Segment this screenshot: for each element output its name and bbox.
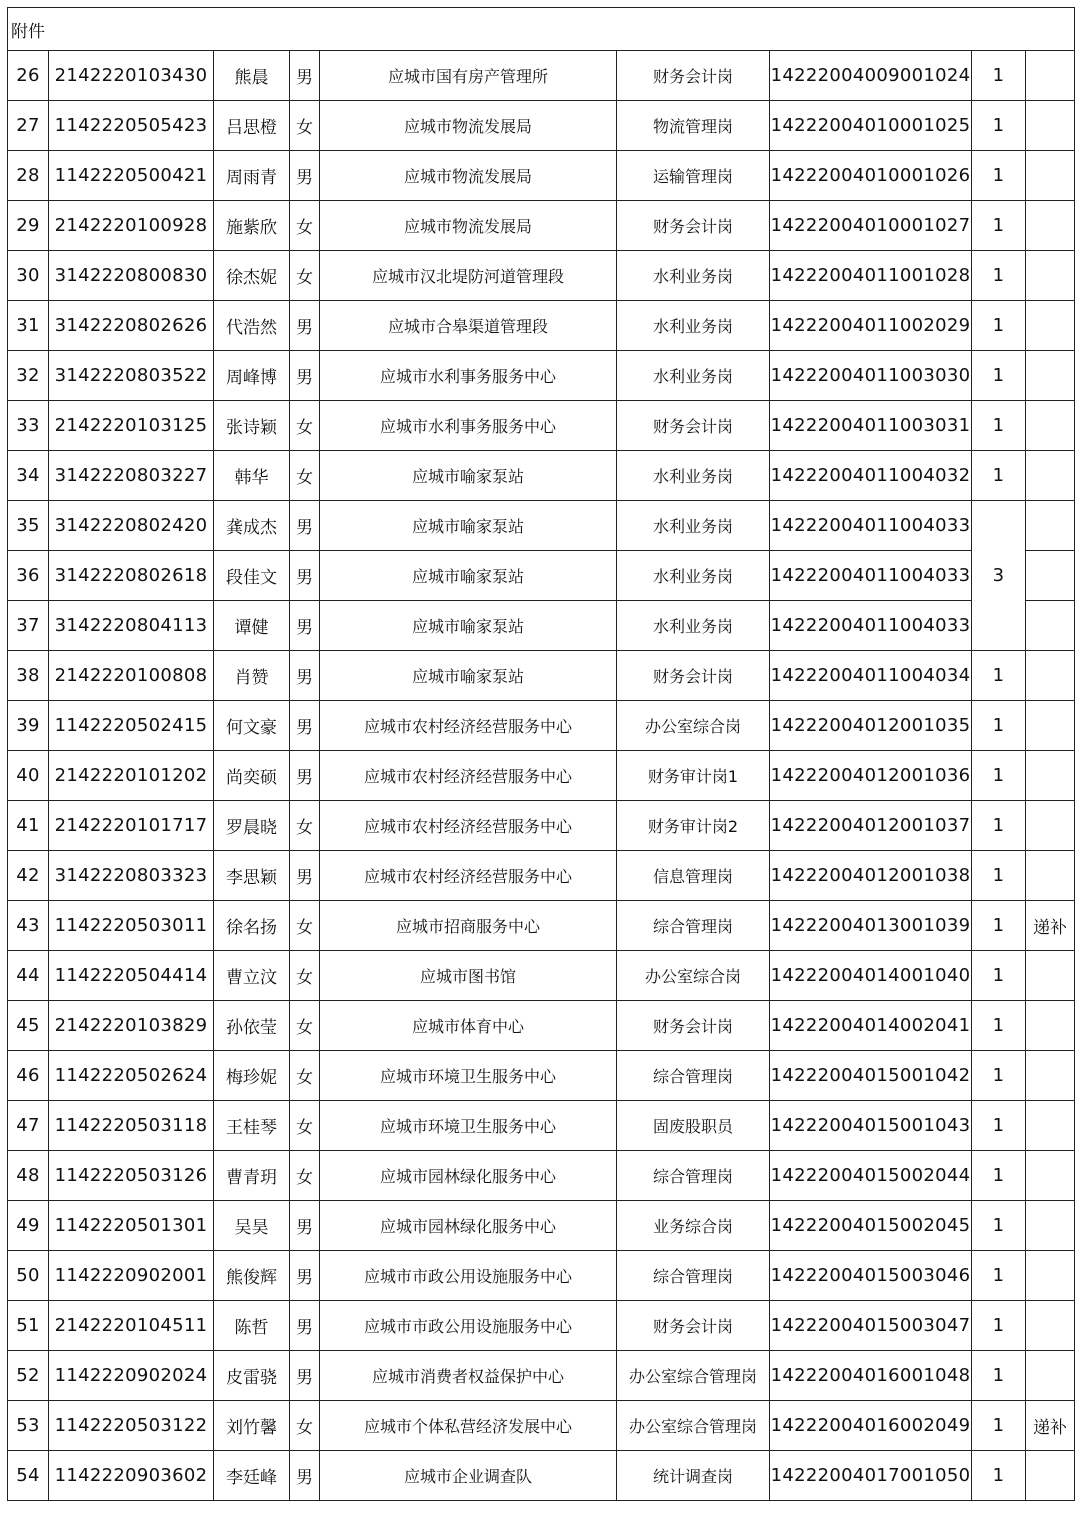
note-cell bbox=[1026, 701, 1075, 751]
quota-cell: 1 bbox=[972, 451, 1026, 501]
hiring-unit-cell: 应城市消费者权益保护中心 bbox=[320, 1351, 617, 1401]
quota-cell: 1 bbox=[972, 201, 1026, 251]
row-number-cell: 52 bbox=[8, 1351, 49, 1401]
hiring-unit-cell: 应城市喻家泵站 bbox=[320, 551, 617, 601]
hiring-unit-cell: 应城市合皋渠道管理段 bbox=[320, 301, 617, 351]
candidate-name-cell: 李廷峰 bbox=[214, 1451, 290, 1501]
exam-id-cell: 1142220503011 bbox=[49, 901, 214, 951]
candidate-name-cell: 李思颖 bbox=[214, 851, 290, 901]
table-row bbox=[8, 1351, 1075, 1401]
candidate-name-cell: 尚奕硕 bbox=[214, 751, 290, 801]
row-number-cell: 53 bbox=[8, 1401, 49, 1451]
note-cell bbox=[1026, 1151, 1075, 1201]
position-code-cell: 14222004016002049 bbox=[770, 1401, 972, 1451]
row-number-cell: 42 bbox=[8, 851, 49, 901]
position-code-cell: 14222004010001026 bbox=[770, 151, 972, 201]
position-name-cell: 综合管理岗 bbox=[617, 901, 770, 951]
position-code-cell: 14222004011004032 bbox=[770, 451, 972, 501]
results-table bbox=[7, 7, 1075, 1501]
candidate-name-cell: 张诗颖 bbox=[214, 401, 290, 451]
note-cell bbox=[1026, 751, 1075, 801]
exam-id-cell: 3142220804113 bbox=[49, 601, 214, 651]
table-row bbox=[8, 101, 1075, 151]
hiring-unit-cell: 应城市农村经济经营服务中心 bbox=[320, 801, 617, 851]
exam-id-cell: 3142220802420 bbox=[49, 501, 214, 551]
note-cell bbox=[1026, 1301, 1075, 1351]
hiring-unit-cell: 应城市农村经济经营服务中心 bbox=[320, 701, 617, 751]
position-name-cell: 财务审计岗1 bbox=[617, 751, 770, 801]
table-row bbox=[8, 1001, 1075, 1051]
exam-id-cell: 1142220503126 bbox=[49, 1151, 214, 1201]
gender-cell: 女 bbox=[290, 901, 320, 951]
note-cell: 递补 bbox=[1026, 901, 1075, 951]
hiring-unit-cell: 应城市喻家泵站 bbox=[320, 601, 617, 651]
exam-id-cell: 1142220503122 bbox=[49, 1401, 214, 1451]
position-name-cell: 水利业务岗 bbox=[617, 601, 770, 651]
position-code-cell: 14222004015001042 bbox=[770, 1051, 972, 1101]
quota-cell: 1 bbox=[972, 751, 1026, 801]
position-name-cell: 水利业务岗 bbox=[617, 551, 770, 601]
quota-cell: 3 bbox=[972, 501, 1026, 651]
exam-id-cell: 3142220803522 bbox=[49, 351, 214, 401]
position-name-cell: 办公室综合管理岗 bbox=[617, 1401, 770, 1451]
position-code-cell: 14222004011004034 bbox=[770, 651, 972, 701]
gender-cell: 女 bbox=[290, 1101, 320, 1151]
quota-cell: 1 bbox=[972, 801, 1026, 851]
quota-cell: 1 bbox=[972, 1101, 1026, 1151]
note-cell bbox=[1026, 201, 1075, 251]
hiring-unit-cell: 应城市物流发展局 bbox=[320, 201, 617, 251]
quota-cell: 1 bbox=[972, 901, 1026, 951]
row-number-cell: 48 bbox=[8, 1151, 49, 1201]
note-cell bbox=[1026, 351, 1075, 401]
gender-cell: 男 bbox=[290, 701, 320, 751]
gender-cell: 男 bbox=[290, 351, 320, 401]
table-row bbox=[8, 1401, 1075, 1451]
gender-cell: 男 bbox=[290, 301, 320, 351]
position-name-cell: 综合管理岗 bbox=[617, 1251, 770, 1301]
table-row bbox=[8, 1151, 1075, 1201]
note-cell bbox=[1026, 251, 1075, 301]
quota-cell: 1 bbox=[972, 301, 1026, 351]
quota-cell: 1 bbox=[972, 1251, 1026, 1301]
note-cell bbox=[1026, 451, 1075, 501]
position-code-cell: 14222004010001027 bbox=[770, 201, 972, 251]
quota-cell: 1 bbox=[972, 51, 1026, 101]
quota-cell: 1 bbox=[972, 101, 1026, 151]
quota-cell: 1 bbox=[972, 1301, 1026, 1351]
candidate-name-cell: 龚成杰 bbox=[214, 501, 290, 551]
table-row bbox=[8, 251, 1075, 301]
table-row bbox=[8, 851, 1075, 901]
row-number-cell: 28 bbox=[8, 151, 49, 201]
gender-cell: 女 bbox=[290, 451, 320, 501]
candidate-name-cell: 周峰博 bbox=[214, 351, 290, 401]
gender-cell: 男 bbox=[290, 1351, 320, 1401]
exam-id-cell: 2142220101202 bbox=[49, 751, 214, 801]
hiring-unit-cell: 应城市企业调查队 bbox=[320, 1451, 617, 1501]
table-row bbox=[8, 551, 1075, 601]
gender-cell: 男 bbox=[290, 1251, 320, 1301]
note-cell bbox=[1026, 1051, 1075, 1101]
candidate-name-cell: 何文豪 bbox=[214, 701, 290, 751]
quota-cell: 1 bbox=[972, 1051, 1026, 1101]
position-name-cell: 财务会计岗 bbox=[617, 1001, 770, 1051]
gender-cell: 女 bbox=[290, 1401, 320, 1451]
gender-cell: 女 bbox=[290, 101, 320, 151]
table-row bbox=[8, 401, 1075, 451]
note-cell bbox=[1026, 651, 1075, 701]
hiring-unit-cell: 应城市汉北堤防河道管理段 bbox=[320, 251, 617, 301]
quota-cell: 1 bbox=[972, 1001, 1026, 1051]
candidate-name-cell: 周雨青 bbox=[214, 151, 290, 201]
position-name-cell: 运输管理岗 bbox=[617, 151, 770, 201]
note-cell bbox=[1026, 601, 1075, 651]
table-row bbox=[8, 901, 1075, 951]
position-code-cell: 14222004017001050 bbox=[770, 1451, 972, 1501]
exam-id-cell: 1142220504414 bbox=[49, 951, 214, 1001]
table-row bbox=[8, 951, 1075, 1001]
position-code-cell: 14222004011003031 bbox=[770, 401, 972, 451]
hiring-unit-cell: 应城市物流发展局 bbox=[320, 151, 617, 201]
candidate-name-cell: 陈哲 bbox=[214, 1301, 290, 1351]
gender-cell: 男 bbox=[290, 151, 320, 201]
position-name-cell: 办公室综合管理岗 bbox=[617, 1351, 770, 1401]
candidate-name-cell: 罗晨晓 bbox=[214, 801, 290, 851]
hiring-unit-cell: 应城市国有房产管理所 bbox=[320, 51, 617, 101]
gender-cell: 男 bbox=[290, 601, 320, 651]
hiring-unit-cell: 应城市喻家泵站 bbox=[320, 451, 617, 501]
table-row bbox=[8, 1101, 1075, 1151]
hiring-unit-cell: 应城市图书馆 bbox=[320, 951, 617, 1001]
hiring-unit-cell: 应城市水利事务服务中心 bbox=[320, 351, 617, 401]
exam-id-cell: 3142220803227 bbox=[49, 451, 214, 501]
table-row bbox=[8, 51, 1075, 101]
row-number-cell: 36 bbox=[8, 551, 49, 601]
quota-cell: 1 bbox=[972, 351, 1026, 401]
hiring-unit-cell: 应城市水利事务服务中心 bbox=[320, 401, 617, 451]
attachment-label: 附件 bbox=[8, 8, 1075, 51]
row-number-cell: 34 bbox=[8, 451, 49, 501]
position-code-cell: 14222004011004033 bbox=[770, 601, 972, 651]
candidate-name-cell: 徐杰妮 bbox=[214, 251, 290, 301]
exam-id-cell: 3142220802626 bbox=[49, 301, 214, 351]
quota-cell: 1 bbox=[972, 1151, 1026, 1201]
position-name-cell: 综合管理岗 bbox=[617, 1051, 770, 1101]
candidate-name-cell: 肖赞 bbox=[214, 651, 290, 701]
gender-cell: 女 bbox=[290, 1051, 320, 1101]
exam-id-cell: 2142220101717 bbox=[49, 801, 214, 851]
note-cell: 递补 bbox=[1026, 1401, 1075, 1451]
position-code-cell: 14222004011001028 bbox=[770, 251, 972, 301]
candidate-name-cell: 熊晨 bbox=[214, 51, 290, 101]
table-row bbox=[8, 301, 1075, 351]
position-name-cell: 水利业务岗 bbox=[617, 251, 770, 301]
exam-id-cell: 3142220802618 bbox=[49, 551, 214, 601]
candidate-name-cell: 皮雷骁 bbox=[214, 1351, 290, 1401]
row-number-cell: 26 bbox=[8, 51, 49, 101]
note-cell bbox=[1026, 501, 1075, 551]
note-cell bbox=[1026, 1351, 1075, 1401]
position-code-cell: 14222004015002045 bbox=[770, 1201, 972, 1251]
exam-id-cell: 1142220503118 bbox=[49, 1101, 214, 1151]
gender-cell: 男 bbox=[290, 51, 320, 101]
hiring-unit-cell: 应城市农村经济经营服务中心 bbox=[320, 751, 617, 801]
row-number-cell: 30 bbox=[8, 251, 49, 301]
quota-cell: 1 bbox=[972, 1451, 1026, 1501]
table-row bbox=[8, 1201, 1075, 1251]
hiring-unit-cell: 应城市园林绿化服务中心 bbox=[320, 1201, 617, 1251]
table-row bbox=[8, 501, 1075, 551]
gender-cell: 女 bbox=[290, 951, 320, 1001]
position-name-cell: 财务会计岗 bbox=[617, 1301, 770, 1351]
exam-id-cell: 1142220903602 bbox=[49, 1451, 214, 1501]
gender-cell: 男 bbox=[290, 751, 320, 801]
candidate-name-cell: 吕思橙 bbox=[214, 101, 290, 151]
position-name-cell: 统计调查岗 bbox=[617, 1451, 770, 1501]
candidate-name-cell: 谭健 bbox=[214, 601, 290, 651]
exam-id-cell: 1142220502624 bbox=[49, 1051, 214, 1101]
candidate-name-cell: 熊俊辉 bbox=[214, 1251, 290, 1301]
table-row bbox=[8, 451, 1075, 501]
position-code-cell: 14222004015001043 bbox=[770, 1101, 972, 1151]
position-code-cell: 14222004011004033 bbox=[770, 501, 972, 551]
quota-cell: 1 bbox=[972, 1351, 1026, 1401]
candidate-name-cell: 曹青玥 bbox=[214, 1151, 290, 1201]
candidate-name-cell: 刘竹馨 bbox=[214, 1401, 290, 1451]
position-name-cell: 财务会计岗 bbox=[617, 651, 770, 701]
hiring-unit-cell: 应城市喻家泵站 bbox=[320, 651, 617, 701]
row-number-cell: 32 bbox=[8, 351, 49, 401]
position-code-cell: 14222004012001037 bbox=[770, 801, 972, 851]
table-row bbox=[8, 1251, 1075, 1301]
table-row bbox=[8, 651, 1075, 701]
gender-cell: 女 bbox=[290, 251, 320, 301]
gender-cell: 女 bbox=[290, 401, 320, 451]
position-name-cell: 水利业务岗 bbox=[617, 451, 770, 501]
gender-cell: 男 bbox=[290, 851, 320, 901]
position-code-cell: 14222004011003030 bbox=[770, 351, 972, 401]
row-number-cell: 49 bbox=[8, 1201, 49, 1251]
exam-id-cell: 2142220103829 bbox=[49, 1001, 214, 1051]
position-name-cell: 水利业务岗 bbox=[617, 301, 770, 351]
position-code-cell: 14222004012001038 bbox=[770, 851, 972, 901]
row-number-cell: 38 bbox=[8, 651, 49, 701]
position-code-cell: 14222004014002041 bbox=[770, 1001, 972, 1051]
hiring-unit-cell: 应城市环境卫生服务中心 bbox=[320, 1101, 617, 1151]
quota-cell: 1 bbox=[972, 951, 1026, 1001]
position-name-cell: 综合管理岗 bbox=[617, 1151, 770, 1201]
position-code-cell: 14222004010001025 bbox=[770, 101, 972, 151]
position-name-cell: 财务会计岗 bbox=[617, 201, 770, 251]
note-cell bbox=[1026, 51, 1075, 101]
row-number-cell: 54 bbox=[8, 1451, 49, 1501]
candidate-name-cell: 段佳文 bbox=[214, 551, 290, 601]
position-name-cell: 水利业务岗 bbox=[617, 351, 770, 401]
quota-cell: 1 bbox=[972, 701, 1026, 751]
exam-id-cell: 1142220505423 bbox=[49, 101, 214, 151]
exam-id-cell: 1142220902001 bbox=[49, 1251, 214, 1301]
position-code-cell: 14222004011002029 bbox=[770, 301, 972, 351]
note-cell bbox=[1026, 851, 1075, 901]
row-number-cell: 29 bbox=[8, 201, 49, 251]
gender-cell: 男 bbox=[290, 1451, 320, 1501]
position-name-cell: 财务会计岗 bbox=[617, 401, 770, 451]
position-code-cell: 14222004012001036 bbox=[770, 751, 972, 801]
hiring-unit-cell: 应城市喻家泵站 bbox=[320, 501, 617, 551]
row-number-cell: 40 bbox=[8, 751, 49, 801]
gender-cell: 女 bbox=[290, 801, 320, 851]
candidate-name-cell: 吴昊 bbox=[214, 1201, 290, 1251]
row-number-cell: 44 bbox=[8, 951, 49, 1001]
row-number-cell: 43 bbox=[8, 901, 49, 951]
note-cell bbox=[1026, 1201, 1075, 1251]
exam-id-cell: 3142220800830 bbox=[49, 251, 214, 301]
note-cell bbox=[1026, 401, 1075, 451]
hiring-unit-cell: 应城市市政公用设施服务中心 bbox=[320, 1251, 617, 1301]
hiring-unit-cell: 应城市农村经济经营服务中心 bbox=[320, 851, 617, 901]
note-cell bbox=[1026, 301, 1075, 351]
gender-cell: 男 bbox=[290, 501, 320, 551]
candidate-name-cell: 王桂琴 bbox=[214, 1101, 290, 1151]
candidate-name-cell: 韩华 bbox=[214, 451, 290, 501]
row-number-cell: 50 bbox=[8, 1251, 49, 1301]
gender-cell: 男 bbox=[290, 1201, 320, 1251]
row-number-cell: 35 bbox=[8, 501, 49, 551]
gender-cell: 男 bbox=[290, 651, 320, 701]
gender-cell: 男 bbox=[290, 551, 320, 601]
hiring-unit-cell: 应城市体育中心 bbox=[320, 1001, 617, 1051]
quota-cell: 1 bbox=[972, 651, 1026, 701]
position-code-cell: 14222004015002044 bbox=[770, 1151, 972, 1201]
row-number-cell: 47 bbox=[8, 1101, 49, 1151]
note-cell bbox=[1026, 151, 1075, 201]
table-row bbox=[8, 351, 1075, 401]
exam-id-cell: 2142220104511 bbox=[49, 1301, 214, 1351]
quota-cell: 1 bbox=[972, 151, 1026, 201]
gender-cell: 女 bbox=[290, 201, 320, 251]
exam-id-cell: 1142220902024 bbox=[49, 1351, 214, 1401]
quota-cell: 1 bbox=[972, 251, 1026, 301]
row-number-cell: 45 bbox=[8, 1001, 49, 1051]
position-code-cell: 14222004015003046 bbox=[770, 1251, 972, 1301]
table-row bbox=[8, 801, 1075, 851]
note-cell bbox=[1026, 101, 1075, 151]
quota-cell: 1 bbox=[972, 851, 1026, 901]
table-row bbox=[8, 601, 1075, 651]
document-sheet bbox=[7, 7, 1074, 1501]
row-number-cell: 33 bbox=[8, 401, 49, 451]
quota-cell: 1 bbox=[972, 1201, 1026, 1251]
position-name-cell: 固废股职员 bbox=[617, 1101, 770, 1151]
gender-cell: 男 bbox=[290, 1301, 320, 1351]
exam-id-cell: 1142220501301 bbox=[49, 1201, 214, 1251]
note-cell bbox=[1026, 801, 1075, 851]
hiring-unit-cell: 应城市园林绿化服务中心 bbox=[320, 1151, 617, 1201]
position-code-cell: 14222004016001048 bbox=[770, 1351, 972, 1401]
table-row bbox=[8, 1451, 1075, 1501]
note-cell bbox=[1026, 551, 1075, 601]
hiring-unit-cell: 应城市个体私营经济发展中心 bbox=[320, 1401, 617, 1451]
position-name-cell: 财务会计岗 bbox=[617, 51, 770, 101]
candidate-name-cell: 孙依莹 bbox=[214, 1001, 290, 1051]
position-code-cell: 14222004011004033 bbox=[770, 551, 972, 601]
gender-cell: 女 bbox=[290, 1001, 320, 1051]
hiring-unit-cell: 应城市市政公用设施服务中心 bbox=[320, 1301, 617, 1351]
table-row bbox=[8, 1051, 1075, 1101]
position-name-cell: 办公室综合岗 bbox=[617, 951, 770, 1001]
position-code-cell: 14222004012001035 bbox=[770, 701, 972, 751]
exam-id-cell: 2142220100928 bbox=[49, 201, 214, 251]
candidate-name-cell: 梅珍妮 bbox=[214, 1051, 290, 1101]
table-row bbox=[8, 751, 1075, 801]
hiring-unit-cell: 应城市招商服务中心 bbox=[320, 901, 617, 951]
position-name-cell: 信息管理岗 bbox=[617, 851, 770, 901]
position-name-cell: 物流管理岗 bbox=[617, 101, 770, 151]
row-number-cell: 51 bbox=[8, 1301, 49, 1351]
exam-id-cell: 1142220500421 bbox=[49, 151, 214, 201]
candidate-name-cell: 代浩然 bbox=[214, 301, 290, 351]
position-name-cell: 办公室综合岗 bbox=[617, 701, 770, 751]
exam-id-cell: 2142220103430 bbox=[49, 51, 214, 101]
position-code-cell: 14222004013001039 bbox=[770, 901, 972, 951]
table-row bbox=[8, 201, 1075, 251]
table-row bbox=[8, 1301, 1075, 1351]
position-code-cell: 14222004014001040 bbox=[770, 951, 972, 1001]
note-cell bbox=[1026, 1451, 1075, 1501]
hiring-unit-cell: 应城市物流发展局 bbox=[320, 101, 617, 151]
row-number-cell: 27 bbox=[8, 101, 49, 151]
position-code-cell: 14222004015003047 bbox=[770, 1301, 972, 1351]
position-name-cell: 水利业务岗 bbox=[617, 501, 770, 551]
row-number-cell: 41 bbox=[8, 801, 49, 851]
exam-id-cell: 2142220103125 bbox=[49, 401, 214, 451]
candidate-name-cell: 曹立汶 bbox=[214, 951, 290, 1001]
table-row bbox=[8, 701, 1075, 751]
exam-id-cell: 1142220502415 bbox=[49, 701, 214, 751]
note-cell bbox=[1026, 1001, 1075, 1051]
row-number-cell: 37 bbox=[8, 601, 49, 651]
gender-cell: 女 bbox=[290, 1151, 320, 1201]
exam-id-cell: 3142220803323 bbox=[49, 851, 214, 901]
quota-cell: 1 bbox=[972, 401, 1026, 451]
quota-cell: 1 bbox=[972, 1401, 1026, 1451]
row-number-cell: 46 bbox=[8, 1051, 49, 1101]
hiring-unit-cell: 应城市环境卫生服务中心 bbox=[320, 1051, 617, 1101]
candidate-name-cell: 施紫欣 bbox=[214, 201, 290, 251]
exam-id-cell: 2142220100808 bbox=[49, 651, 214, 701]
position-name-cell: 业务综合岗 bbox=[617, 1201, 770, 1251]
row-number-cell: 39 bbox=[8, 701, 49, 751]
position-code-cell: 14222004009001024 bbox=[770, 51, 972, 101]
note-cell bbox=[1026, 1251, 1075, 1301]
candidate-name-cell: 徐名扬 bbox=[214, 901, 290, 951]
note-cell bbox=[1026, 1101, 1075, 1151]
position-name-cell: 财务审计岗2 bbox=[617, 801, 770, 851]
row-number-cell: 31 bbox=[8, 301, 49, 351]
header-row bbox=[8, 8, 1075, 51]
table-row bbox=[8, 151, 1075, 201]
note-cell bbox=[1026, 951, 1075, 1001]
